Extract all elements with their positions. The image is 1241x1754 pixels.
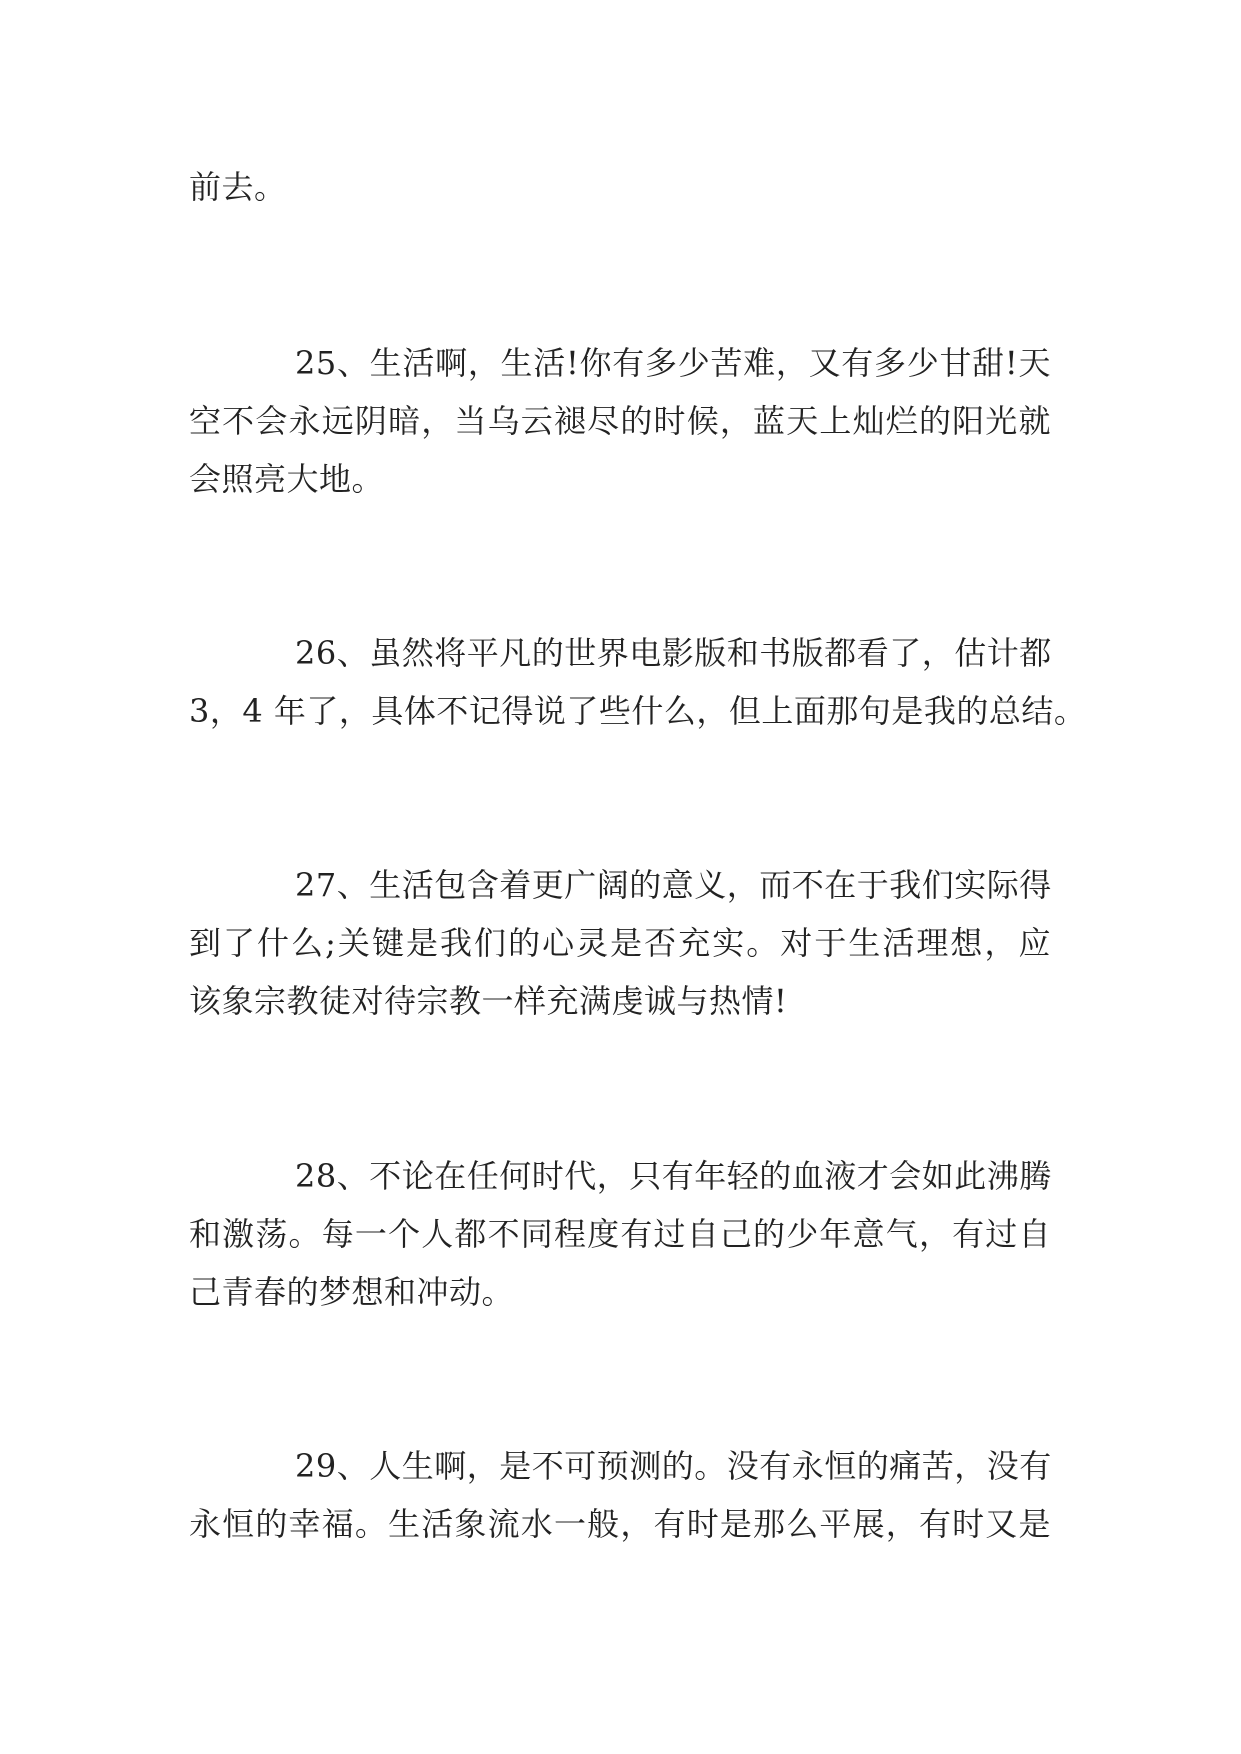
text-line: 到了什么;关键是我们的心灵是否充实。对于生活理想，应: [189, 924, 1051, 962]
text-line: 己青春的梦想和冲动。: [189, 1273, 515, 1311]
text-line: 前去。: [189, 168, 287, 206]
text-line: 26、虽然将平凡的世界电影版和书版都看了，估计都: [295, 634, 1052, 672]
text-line: 29、人生啊，是不可预测的。没有永恒的痛苦，没有: [295, 1447, 1052, 1485]
text-line: 25、生活啊，生活!你有多少苦难，又有多少甘甜!天: [295, 344, 1051, 382]
text-line: 27、生活包含着更广阔的意义，而不在于我们实际得: [295, 866, 1052, 904]
text-line: 空不会永远阴暗，当乌云褪尽的时候，蓝天上灿烂的阳光就: [189, 402, 1051, 440]
text-line: 3，4 年了，具体不记得说了些什么，但上面那句是我的总结。: [189, 692, 1087, 730]
text-line: 会照亮大地。: [189, 460, 385, 498]
text-line: 和激荡。每一个人都不同程度有过自己的少年意气，有过自: [189, 1215, 1051, 1253]
text-line: 28、不论在任何时代，只有年轻的血液才会如此沸腾: [295, 1157, 1052, 1195]
text-line: 永恒的幸福。生活象流水一般，有时是那么平展，有时又是: [189, 1505, 1051, 1543]
text-line: 该象宗教徒对待宗教一样充满虔诚与热情!: [189, 982, 788, 1020]
